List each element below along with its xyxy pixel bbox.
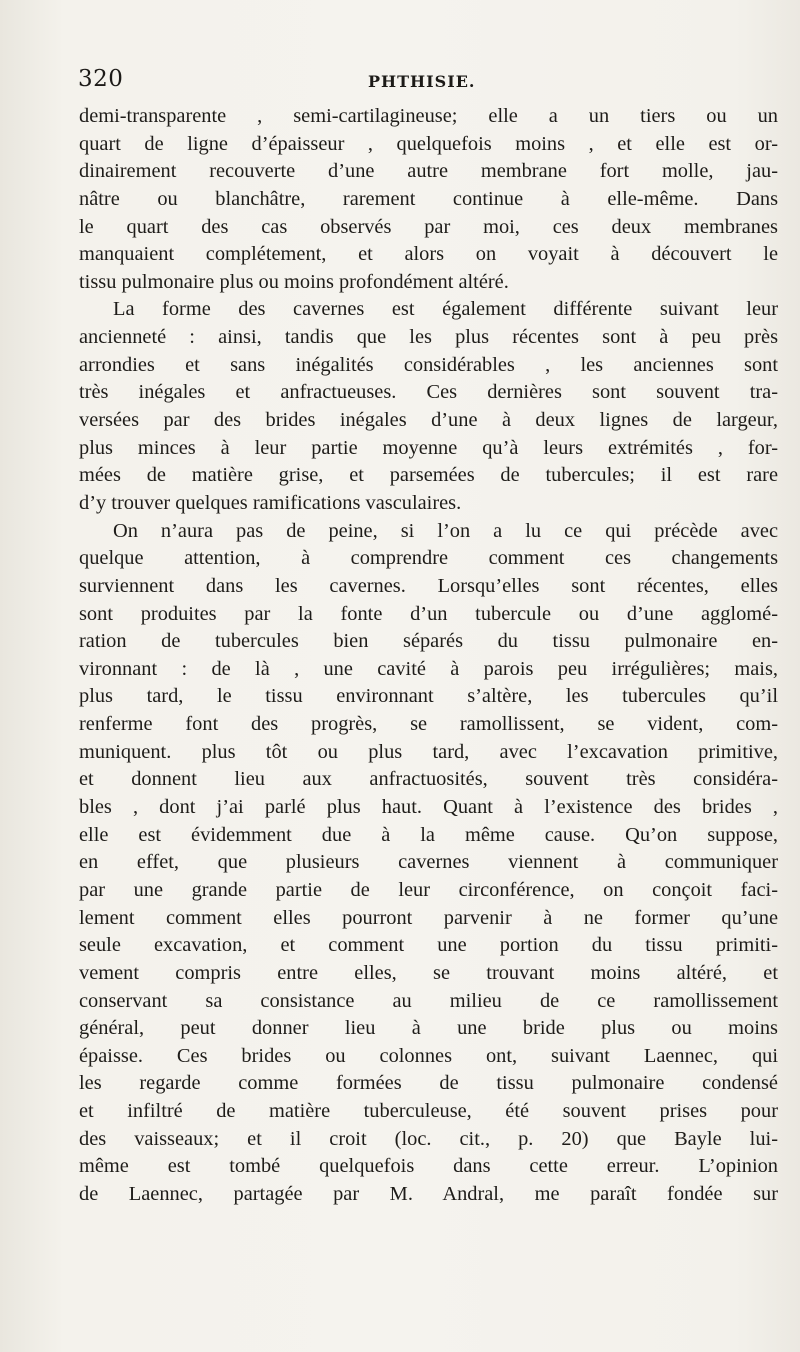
text-line: tissu pulmonaire plus ou moins profondément altéré. (79, 270, 509, 293)
text-line: demi-transparente , semi-cartilagineuse; elle a un tiers ou un (79, 105, 778, 127)
text-line: plus tard, le tissu environnant s’altère, les tubercules qu’il (79, 685, 778, 708)
text-line: mées de matière grise, et parsemées de tubercules; il est rare (79, 464, 778, 487)
text-line: ration de tubercules bien séparés du tissu pulmonaire en- (79, 630, 778, 653)
text-line: ancienneté : ainsi, tandis que les plus récentes sont à peu près (79, 326, 778, 349)
text-line: vironnant : de là , une cavité à parois peu irrégulières; mais, (79, 657, 778, 680)
text-line: muniquent. plus tôt ou plus tard, avec l’excavation primitive, (79, 740, 778, 763)
page-header (78, 66, 778, 100)
text-line: par une grande partie de leur circonférence, on conçoit faci- (79, 878, 778, 901)
text-line: très inégales et anfractueuses. Ces dernières sont souvent tra- (79, 381, 778, 404)
text-line: même est tombé quelquefois dans cette erreur. L’opinion (79, 1155, 778, 1178)
text-line: seule excavation, et comment une portion du tissu primiti- (79, 934, 778, 957)
paragraph (79, 296, 778, 517)
text-line: versées par des brides inégales d’une à deux lignes de largeur, (79, 409, 778, 432)
text-line: On n’aura pas de peine, si l’on a lu ce qui précède avec (113, 519, 778, 542)
text-line: lement comment elles pourront parvenir à ne former qu’une (79, 906, 778, 929)
text-line: renferme font des progrès, se ramollissent, se vident, com- (79, 713, 778, 736)
text-line: de Laennec, partagée par M. Andral, me paraît fondée sur (79, 1182, 778, 1205)
text-line: nâtre ou blanchâtre, rarement continue à elle-même. Dans (79, 187, 778, 210)
text-line: le quart des cas observés par moi, ces deux membranes (79, 215, 778, 238)
text-line: vement compris entre elles, se trouvant moins altéré, et (79, 961, 778, 984)
text-line: des vaisseaux; et il croit (loc. cit., p. 20) que Bayle lui- (79, 1127, 778, 1150)
running-head: PHTHISIE. (368, 72, 476, 91)
text-line: en effet, que plusieurs cavernes viennent à communiquer (79, 851, 778, 874)
text-line: dinairement recouverte d’une autre membrane fort molle, jau- (79, 160, 778, 183)
text-line: arrondies et sans inégalités considérables , les anciennes sont (79, 353, 778, 376)
text-line: plus minces à leur partie moyenne qu’à leurs extrémités , for- (79, 436, 778, 459)
text-line: La forme des cavernes est également différente suivant leur (113, 298, 778, 321)
text-line: et donnent lieu aux anfractuosités, souvent très considéra- (79, 768, 778, 791)
text-line: d’y trouver quelques ramifications vasculaires. (79, 491, 462, 514)
body-text (79, 103, 778, 1209)
text-line: sont produites par la fonte d’un tubercule ou d’une agglomé- (79, 602, 778, 625)
text-line: conservant sa consistance au milieu de ce ramollissement (79, 989, 778, 1012)
paragraph (79, 518, 778, 1209)
page-number: 320 (78, 66, 124, 92)
text-line: quelque attention, à comprendre comment ces changements (79, 547, 778, 570)
text-line: épaisse. Ces brides ou colonnes ont, suivant Laennec, qui (79, 1044, 778, 1067)
text-line: et infiltré de matière tuberculeuse, été souvent prises pour (79, 1100, 778, 1123)
text-line: général, peut donner lieu à une bride plus ou moins (79, 1017, 778, 1040)
text-line: les regarde comme formées de tissu pulmonaire condensé (79, 1072, 778, 1095)
text-line: manquaient complétement, et alors on voyait à découvert le (79, 243, 778, 266)
text-line: surviennent dans les cavernes. Lorsqu’elles sont récentes, elles (79, 574, 778, 597)
text-line: quart de ligne d’épaisseur , quelquefois moins , et elle est or- (79, 132, 778, 155)
text-line: elle est évidemment due à la même cause. Qu’on suppose, (79, 823, 778, 846)
text-line: bles , dont j’ai parlé plus haut. Quant à l’existence des brides , (79, 796, 778, 819)
paragraph (79, 103, 778, 296)
